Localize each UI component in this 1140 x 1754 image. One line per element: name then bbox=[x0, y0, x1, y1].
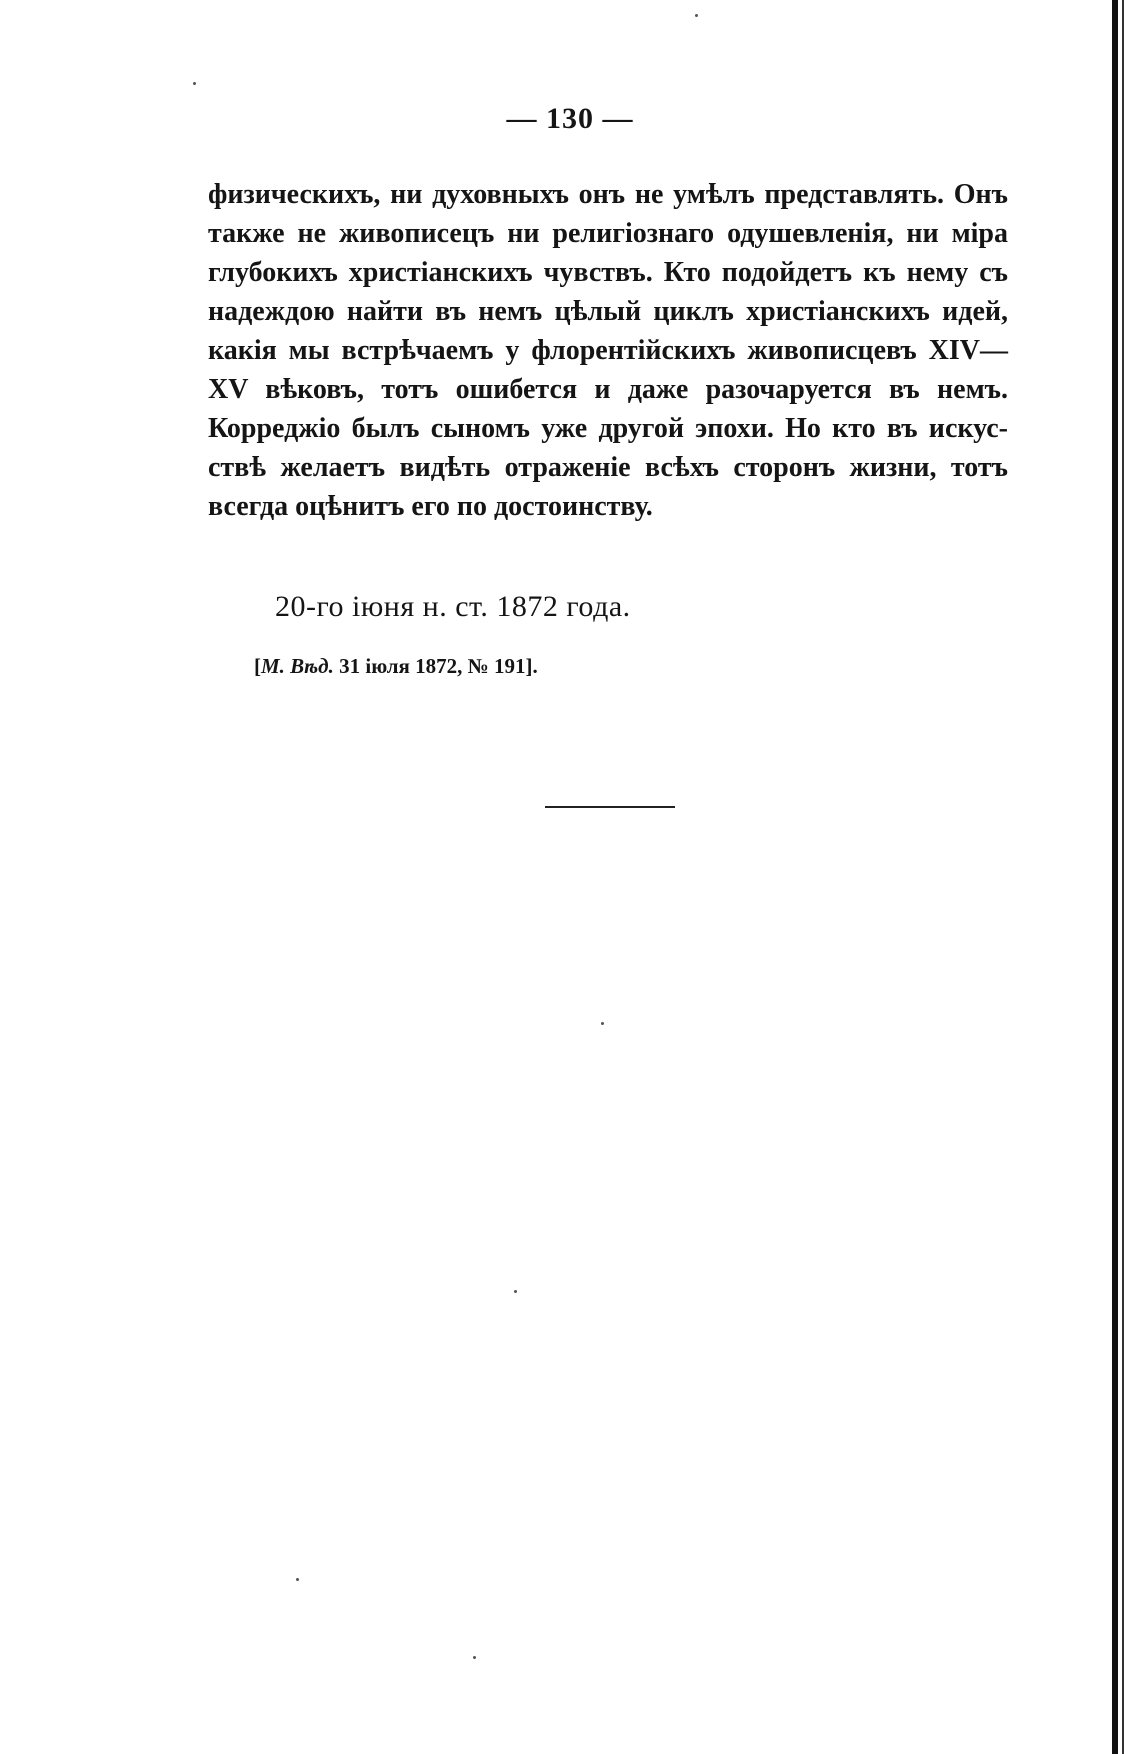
text-line: какія мы встрѣчаемъ у флорентійскихъ живописцевъ XIV— bbox=[208, 335, 1008, 366]
page-number: — 130 — bbox=[506, 102, 634, 135]
scan-speck bbox=[193, 82, 196, 85]
citation-source: М. Вѣд. bbox=[261, 654, 334, 678]
citation-bracket: [ bbox=[254, 654, 261, 678]
text-line: физическихъ, ни духовныхъ онъ не умѣлъ представлять. Онъ bbox=[208, 179, 1008, 210]
scan-speck bbox=[695, 14, 698, 17]
text-line: Корреджіо былъ сыномъ уже другой эпохи. Но кто въ искус- bbox=[208, 413, 1008, 444]
scan-speck bbox=[473, 1656, 476, 1659]
scan-speck bbox=[296, 1578, 299, 1581]
end-rule bbox=[545, 806, 675, 808]
text-line: глубокихъ христіанскихъ чувствъ. Кто подойдетъ къ нему съ bbox=[208, 257, 1008, 288]
scan-speck bbox=[514, 1290, 517, 1293]
text-line: надеждою найти въ немъ цѣлый циклъ христіанскихъ идей, bbox=[208, 296, 1008, 327]
binding-edge-inner bbox=[1122, 0, 1124, 1754]
text-line: всегда оцѣнитъ его по достоинству. bbox=[208, 491, 653, 522]
dateline: 20-го іюня н. ст. 1872 года. bbox=[275, 590, 631, 623]
text-line: ствѣ желаетъ видѣть отраженіе всѣхъ сторонъ жизни, тотъ bbox=[208, 452, 1008, 483]
citation-details: 31 іюля 1872, № 191]. bbox=[333, 654, 538, 678]
scan-speck bbox=[601, 1022, 604, 1025]
body-paragraph bbox=[208, 175, 1008, 526]
text-line: также не живописецъ ни религіознаго одушевленія, ни міра bbox=[208, 218, 1008, 249]
text-line: XV вѣковъ, тотъ ошибется и даже разочаруется въ немъ. bbox=[208, 374, 1008, 405]
citation bbox=[254, 654, 538, 679]
binding-edge bbox=[1112, 0, 1118, 1754]
